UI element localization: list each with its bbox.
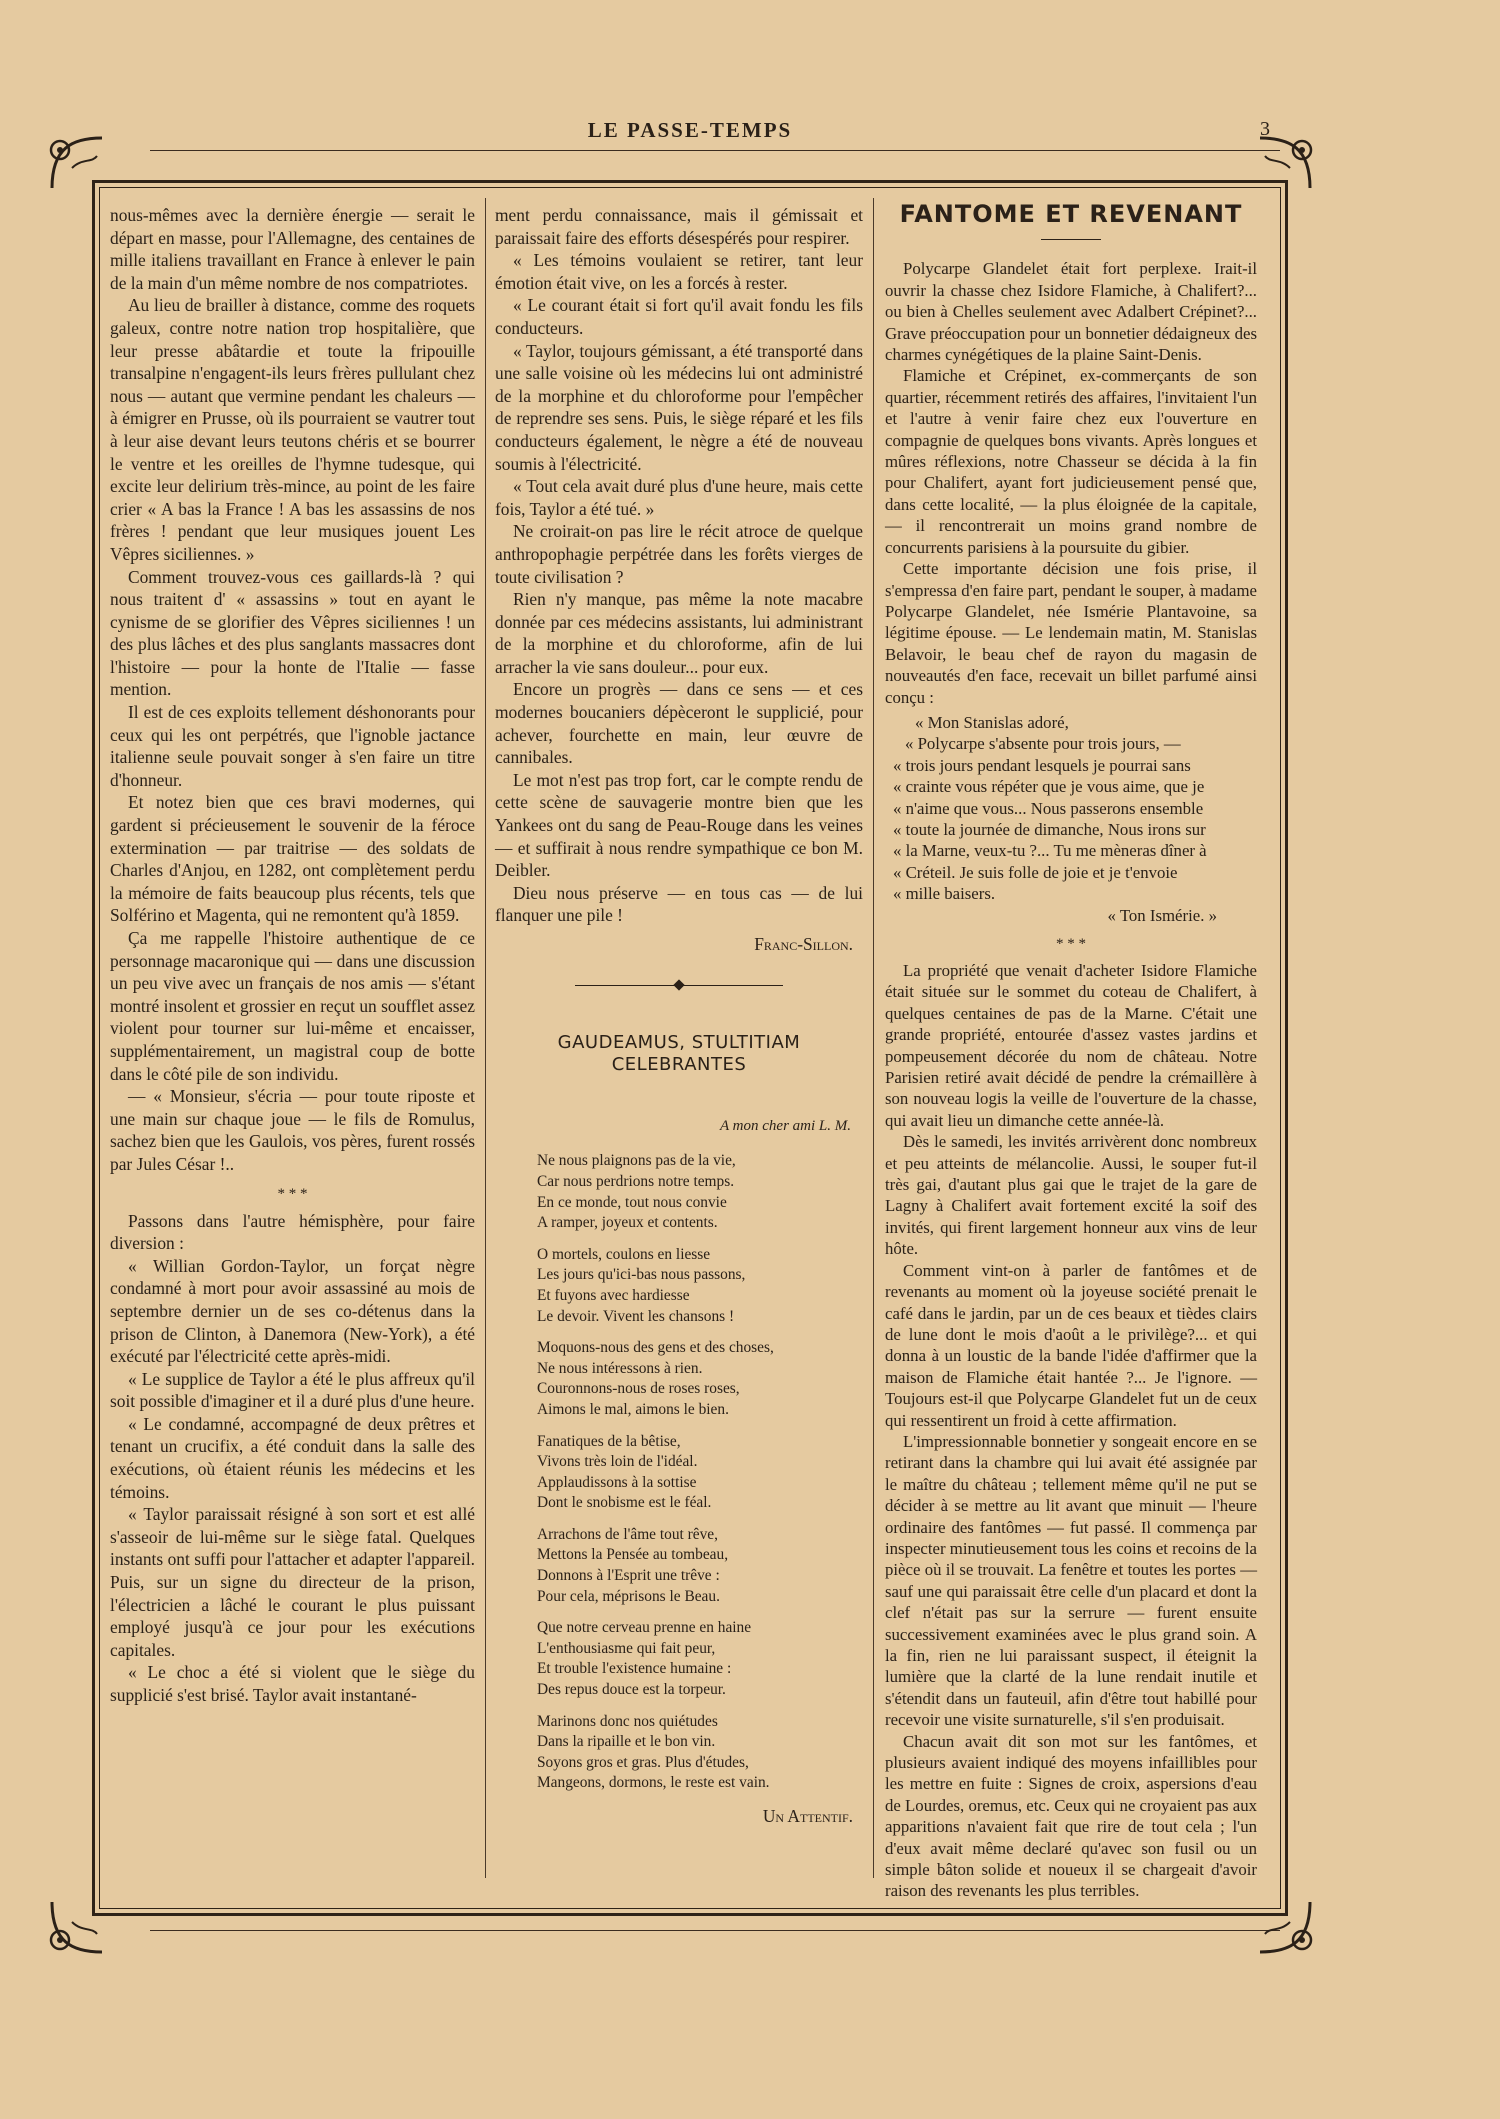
poem-line: Les jours qu'ici-bas nous passons, (537, 1266, 746, 1284)
paragraph: « Le condamné, accompagné de deux prêtres et tenant un crucifix, a été conduit dans la salle des exécutions, où étaient réunis les médecins et les témoins. (110, 1413, 475, 1502)
poem-stanza (537, 1432, 863, 1514)
paragraph: Ne croirait-on pas lire le récit atroce de quelque anthropophagie perpétrée dans les forêts vierges de toute civilisation ? (495, 521, 863, 587)
poem-stanza (537, 1712, 863, 1794)
paragraph: — « Monsieur, s'écria — pour toute riposte et une main sur chaque joue — le fils de Romulus, sachez bien que les Gaulois, vos pères, furent rossés par Jules César !.. (110, 1086, 475, 1174)
paragraph: Comment trouvez-vous ces gaillards-là ? qui nous traitent d' « assassins » tout en ayant le cynisme de se glorifier des Vêpres siciliennes ! un des plus lâches et des plus sanglants massacres dont l'histoire — pour la honte de l'Italie — fasse mention. (110, 566, 475, 700)
paragraph: Il est de ces exploits tellement déshonorants pour ceux qui les ont perpétrés, que l'ignoble jactance italienne seule pouvait songer à s'en faire un titre d'honneur. (110, 702, 475, 790)
column-1 (110, 204, 475, 1707)
poem-line: Car nous perdrions notre temps. (537, 1172, 735, 1190)
poem-title: GAUDEAMUS, STULTITIAM CELEBRANTES (557, 1031, 801, 1076)
paragraph: Passons dans l'autre hémisphère, pour faire diversion : (110, 1210, 475, 1254)
letter-line: « la Marne, veux-tu ?... Tu me mèneras dîner à (893, 841, 1207, 861)
letter-line: « n'aime que vous... Nous passerons ensemble (893, 798, 1204, 818)
poem-dedication: A mon cher ami L. M. (720, 1117, 851, 1134)
column-2 (495, 204, 863, 1828)
page-header (90, 118, 1290, 150)
poem-line: Que notre cerveau prenne en haine (537, 1619, 752, 1637)
paragraph: « Le choc a été si violent que le siège du supplicié s'est brisé. Taylor avait instantané- (110, 1662, 475, 1705)
column-separator (873, 198, 874, 1878)
section-divider (495, 976, 863, 996)
column-separator (485, 198, 486, 1878)
poem-stanza (537, 1245, 863, 1327)
paragraph: ment perdu connaissance, mais il gémissait et paraissait faire des efforts désespérés pour respirer. (495, 205, 863, 248)
poem-line: Ne nous plaignons pas de la vie, (537, 1152, 736, 1170)
poem-line: L'enthousiasme qui fait peur, (537, 1639, 716, 1657)
newspaper-title: LE PASSE-TEMPS (587, 118, 793, 142)
paragraph: Cette importante décision une fois prise, il s'empressa d'en faire part, pendant le souper, à madame Polycarpe Glandelet, née Ismérie Plantavoine, sa légitime épouse. — Le lendemain matin, M. Stanislas Belavoir, le beau chef de rayon du magasin de nouveautés d'en face, recevait un billet parfumé ainsi conçu : (885, 559, 1257, 707)
paragraph: Chacun avait dit son mot sur les fantômes, et plusieurs avaient indiqué des moyens infaillibles pour les mettre en fuite : Signes de croix, aspersions d'eau de Lourdes, oremus, etc. Ceux qui ne croyaient pas aux apparitions n'avaient fait que rire de tout cela ; l'un d'eux avait même declaré qu'avec son fusil ou un simple bâton solide et noueux il se chargeait d'avoir raison des revenants les plus terribles. (885, 1731, 1257, 1901)
poem-line: Vivons très loin de l'idéal. (537, 1453, 698, 1471)
letter (885, 712, 1257, 926)
poem-line: Dans la ripaille et le bon vin. (537, 1733, 716, 1751)
paragraph: La propriété que venait d'acheter Isidore Flamiche était située sur le sommet du coteau de Chalifert, à quelques centaines de pas de la Marne. C'était une grande propriété, entourée d'assez vastes jardins et pompeusement décorée du nom de château. Notre Parisien retiré avait décidé de pendre la crémaillère à son nouveau logis la veille de l'ouverture de la chasse, qui avait lieu un dimanche cette année-là. (885, 961, 1257, 1130)
letter-line: « trois jours pendant lesquels je pourrai sans (893, 755, 1191, 775)
title-rule (1041, 239, 1101, 240)
letter-line: « toute la journée de dimanche, Nous irons sur (893, 819, 1206, 839)
corner-ornament-icon (42, 1892, 112, 1962)
letter-line: « Polycarpe s'absente pour trois jours, — (905, 734, 1181, 754)
column-3 (885, 200, 1257, 1902)
paragraph: « Les témoins voulaient se retirer, tant leur émotion était vive, on les a forcés à rester. (495, 250, 863, 293)
paragraph: « Taylor paraissait résigné à son sort et est allé s'asseoir de lui-même sur le siège fatal. Quelques instants ont suffi pour l'attacher et adapter l'appareil. Puis, sur un signe du directeur de la prison, l'électricien a lâché le courant le plus puissant employé jusqu'à ce jour pour les exécutions capitales. (110, 1504, 475, 1660)
poem-line: Donnons à l'Esprit une trêve : (537, 1567, 720, 1585)
letter-signature: « Ton Ismérie. » (1107, 905, 1217, 925)
poem-stanza (537, 1525, 863, 1607)
poem-line: Mangeons, dormons, le reste est vain. (537, 1774, 770, 1792)
paragraph: Polycarpe Glandelet était fort perplexe. Irait-il ouvrir la chasse chez Isidore Flamiche, à Chalifert?... ou bien à Chelles seulement avec Adalbert Crépinet?... Grave préoccupation pour un bonnetier dédaigneux des charmes cynégétiques de la plaine Saint-Denis. (885, 259, 1257, 365)
poem-line: Et trouble l'existence humaine : (537, 1660, 732, 1678)
poem-line: Dont le snobisme est le féal. (537, 1494, 712, 1512)
header-rule (150, 150, 1280, 151)
poem-line: A ramper, joyeux et contents. (537, 1214, 718, 1232)
poem-line: Le devoir. Vivent les chansons ! (537, 1307, 735, 1325)
paragraph: Flamiche et Crépinet, ex-commerçants de son quartier, récemment retirés des affaires, l'invitaient l'un et l'autre à venir faire chez eux l'ouverture en compagnie de quelques bons vivants. Après longues et mûres réflexions, notre Chasseur se décida à la fin pour Chalifert, ayant fort judicieusement pensé que, dans cette localité, — la plus éloignée de la capitale, — il rencontrerait un moins grand nombre de concurrents parisiens à la poursuite du gibier. (885, 366, 1257, 557)
paragraph: « Le courant était si fort qu'il avait fondu les fils conducteurs. (495, 295, 863, 338)
poem-line: Arrachons de l'âme tout rêve, (537, 1525, 718, 1543)
poem-line: Aimons le mal, aimons le bien. (537, 1400, 729, 1418)
poem-stanza (537, 1618, 863, 1700)
paragraph: Dieu nous préserve — en tous cas — de lui flanquer une pile ! (495, 882, 863, 926)
paragraph: Encore un progrès — dans ce sens — et ces modernes boucaniers dépèceront le supplicié, pour achever, fourchette en main, leur œuvre de cannibales. (495, 679, 863, 768)
poem-line: Pour cela, méprisons le Beau. (537, 1587, 720, 1605)
corner-ornament-icon (1250, 1892, 1320, 1962)
paragraph: L'impressionnable bonnetier y songeait encore en se retirant dans la chambre qui lui avait été assignée par le maître du château ; tellement même qu'il ne put se décider à se mettre au lit avant que minuit — l'heure ordinaire des fantômes — fut passé. Il commença par inspecter minutieusement tous les coins et recoins de la pièce où il se trouvait. La fenêtre et toutes les portes — sauf une qui paraissait être celle d'un placard et dont la clef n'était pas sur la serrure — furent ensuite successivement examinées avec le plus grand soin. A la fin, rien ne lui paraissant suspect, il éteignit la lumière que la clarté de la lune rendait inutile et s'étendit dans un fauteuil, afin d'être tout habillé pour recevoir une visite surnaturelle, s'il s'en produisait. (885, 1431, 1257, 1730)
poem-stanza (537, 1151, 863, 1233)
poem-line: Mettons la Pensée au tombeau, (537, 1546, 729, 1564)
poem-line: Fanatiques de la bêtise, (537, 1432, 681, 1450)
page-number: 3 (1260, 118, 1270, 140)
poem-stanza (537, 1338, 863, 1420)
poem-line: Des repus douce est la torpeur. (537, 1681, 726, 1699)
paragraph: Au lieu de brailler à distance, comme des roquets galeux, contre notre nation trop hospitalière, que leur presse abâtardie et toute la fripouille transalpine n'engagent-ils leurs frères pullulant chez nous — autant que vermine pendant les chaleurs — à émigrer en Prusse, où ils pourraient se vautrer tout à leur aise devant leurs teutons chéris et se bourrer le ventre et les oreilles de l'hymne tudesque, qui excite leur delirium très-mince, au point de les faire crier « A bas la France ! A bas les assassins de nos frères ! pendant que leur musiques jouent Les Vêpres siciliennes. » (110, 295, 475, 564)
paragraph: Ça me rappelle l'histoire authentique de ce personnage macaronique qui — dans une discussion un peu vive avec un français de nos amis — s'étant montré insolent et grossier en reçut un soufflet assez violent pour tourner sur lui-même et encaisser, supplémentairement, un magistral coup de botte dans le côté pile de son individu. (110, 928, 475, 1084)
paragraph: Rien n'y manque, pas même la note macabre donnée par ces médecins assistants, lui administrant de la morphine et du chloroforme, afin de lui arracher la vie sans douleur... pour eux. (495, 589, 863, 677)
paragraph: « Le supplice de Taylor a été le plus affreux qu'il soit possible d'imaginer et il a duré plus d'une heure. (110, 1368, 475, 1412)
poem-line: Applaudissons à la sottise (537, 1473, 697, 1491)
paragraph: Dès le samedi, les invités arrivèrent donc nombreux et peu atteints de mélancolie. Aussi, le souper fut-il très gai, d'autant plus gai que le trajet de la gare de Lagny à Chalifert avait fortement excité la soif des invités, qui firent largement honneur aux vins de leur hôte. (885, 1132, 1257, 1259)
paragraph: Et notez bien que ces bravi modernes, qui gardent si précieusement le souvenir de la féroce extermination — par traitrise — des soldats de Charles d'Anjou, en 1282, ont complètement perdu la mémoire de faits beaucoup plus récents, tels que Solférino et Magenta, qui ne remontent qu'à 1859. (110, 792, 475, 926)
article-signature: Franc-Sillon. (754, 934, 853, 954)
section-stars: * * * (277, 1185, 308, 1202)
article-title: FANTOME ET REVENANT (899, 200, 1243, 228)
section-stars: * * * (1056, 936, 1086, 952)
poem-line: Moquons-nous des gens et des choses, (537, 1339, 774, 1357)
paragraph: « Willian Gordon-Taylor, un forçat nègre condamné à mort pour avoir assassiné au mois de septembre dernier un de ses co-détenus dans la prison de Clinton, à Danemora (New-York), a été exécuté par l'électricité cette après-midi. (110, 1255, 475, 1367)
letter-line: « Mon Stanislas adoré, (915, 712, 1069, 732)
poem-line: Couronnons-nous de roses roses, (537, 1380, 740, 1398)
letter-line: « mille baisers. (893, 884, 996, 904)
poem-line: O mortels, coulons en liesse (537, 1245, 711, 1263)
footer-rule (150, 1930, 1280, 1931)
poem-signature: Un Attentif. (762, 1806, 853, 1826)
paragraph: nous-mêmes avec la dernière énergie — serait le départ en masse, pour l'Allemagne, des centaines de mille italiens travaillant en France à enlever le pain de la main d'un même nombre de nos compatriotes. (110, 205, 475, 293)
paragraph: « Taylor, toujours gémissant, a été transporté dans une salle voisine où les médecins lui ont administré de la morphine et du chloroforme pour l'empêcher de reprendre ses sens. Puis, le siège réparé et les fils conducteurs également, le nègre a été de nouveau soumis à l'électricité. (495, 340, 863, 474)
letter-line: « crainte vous répéter que je vous aime, que je (893, 777, 1205, 797)
paragraph: « Tout cela avait duré plus d'une heure, mais cette fois, Taylor a été tué. » (495, 476, 863, 519)
poem-line: Soyons gros et gras. Plus d'études, (537, 1753, 749, 1771)
corner-ornament-icon (42, 128, 112, 198)
letter-line: « Créteil. Je suis folle de joie et je t'envoie (893, 862, 1178, 882)
poem-line: Et fuyons avec hardiesse (537, 1286, 690, 1304)
corner-ornament-icon (1250, 128, 1320, 198)
poem-line: Ne nous intéressons à rien. (537, 1359, 703, 1377)
paragraph: Comment vint-on à parler de fantômes et de revenants au moment où la joyeuse société prenait le café dans le jardin, par un de ces beaux et tièdes clairs de lune dont le mois d'août a le privilège?... et qui donna à un loustic de la bande l'idée d'affirmer que la maison de Flamiche était hantée ?... Je l'ignore. — Toujours est-il que Polycarpe Glandelet fut un de ceux qui ressentirent un froid à cette affirmation. (885, 1260, 1257, 1430)
paragraph: Le mot n'est pas trop fort, car le compte rendu de cette scène de sauvagerie montre bien que les Yankees ont du sang de Peau-Rouge dans les veines — et suffirait à nous rendre sympathique ce bon M. Deibler. (495, 769, 863, 881)
poem-line: En ce monde, tout nous convie (537, 1193, 727, 1211)
poem-line: Marinons donc nos quiétudes (537, 1712, 718, 1730)
